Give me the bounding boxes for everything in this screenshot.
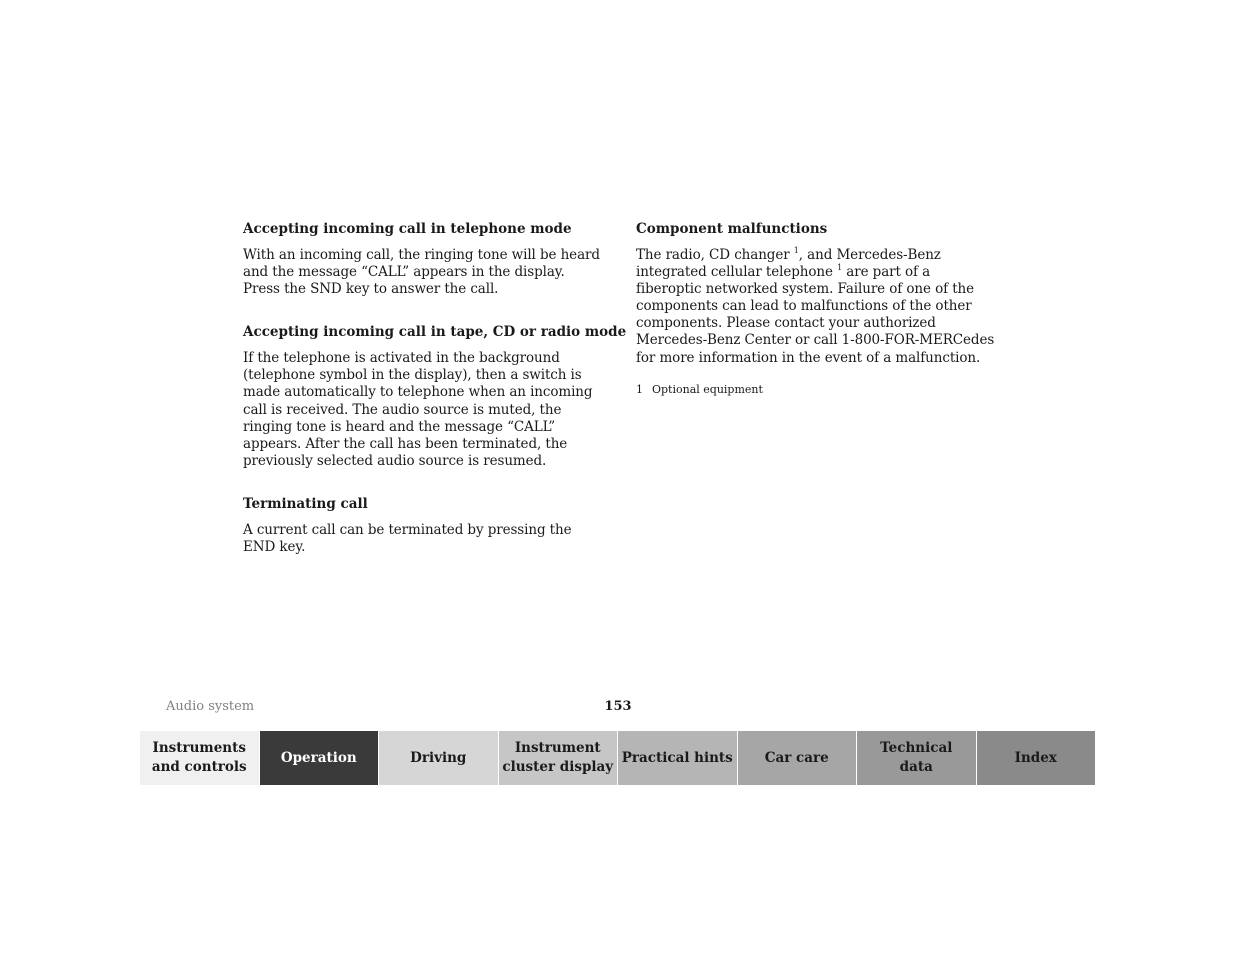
body-text-part-2: , and Mercedes-Benz integrated cellular telephone <box>636 247 941 281</box>
section-label: Audio system <box>166 699 255 714</box>
footnote-ref-1: 1 <box>793 246 799 255</box>
nav-tab-car-care[interactable]: Car care <box>738 731 858 785</box>
footnote-ref-2: 1 <box>837 263 843 273</box>
body-text-part-3: are part of a fiberoptic networked system. Failure of one of the components can lead to malfunctions of the other components. Please contact your authorized Mercedes-Benz Center or call 1-800-FOR-MERCedes for more information in the event of a malfunction. <box>636 264 995 366</box>
section-body-tape-cd-radio-mode: If the telephone is activated in the background (telephone symbol in the display), then a switch is made automatically to telephone when an incoming call is received. The audio source is muted, the ringing tone is heard and the message “CALL” appears. After the call has been terminated, the previously selected audio source is resumed. <box>243 350 593 469</box>
right-column <box>636 221 996 397</box>
nav-tab-index[interactable]: Index <box>977 731 1096 785</box>
section-heading-telephone-mode: Accepting incoming call in telephone mode <box>243 221 572 237</box>
left-column <box>243 221 627 582</box>
footnote-text: Optional equipment <box>652 382 763 396</box>
section-body-telephone-mode: With an incoming call, the ringing tone will be heard and the message “CALL” appears in the display. Press the SND key to answer the call. <box>243 247 600 298</box>
section-body-component-malfunctions <box>636 247 996 367</box>
nav-tab-instruments-and-controls[interactable]: Instruments and controls <box>140 731 260 785</box>
section-heading-tape-cd-radio-mode: Accepting incoming call in tape, CD or radio mode <box>243 324 627 341</box>
body-text-part-1: The radio, CD changer <box>636 247 790 263</box>
nav-tab-instrument-cluster-display[interactable]: Instrument cluster display <box>499 731 619 785</box>
section-body-terminating-call: A current call can be terminated by pressing the END key. <box>243 521 572 556</box>
nav-tab-driving[interactable]: Driving <box>379 731 499 785</box>
page-number: 153 <box>604 699 632 714</box>
chapter-nav-bar <box>140 731 1095 785</box>
footnote <box>636 383 996 397</box>
nav-tab-practical-hints[interactable]: Practical hints <box>618 731 738 785</box>
nav-tab-operation[interactable]: Operation <box>260 731 380 785</box>
footnote-number: 1 <box>636 382 643 396</box>
nav-tab-technical-data[interactable]: Technical data <box>857 731 977 785</box>
section-heading-component-malfunctions: Component malfunctions <box>636 221 828 237</box>
section-heading-terminating-call: Terminating call <box>243 495 368 512</box>
